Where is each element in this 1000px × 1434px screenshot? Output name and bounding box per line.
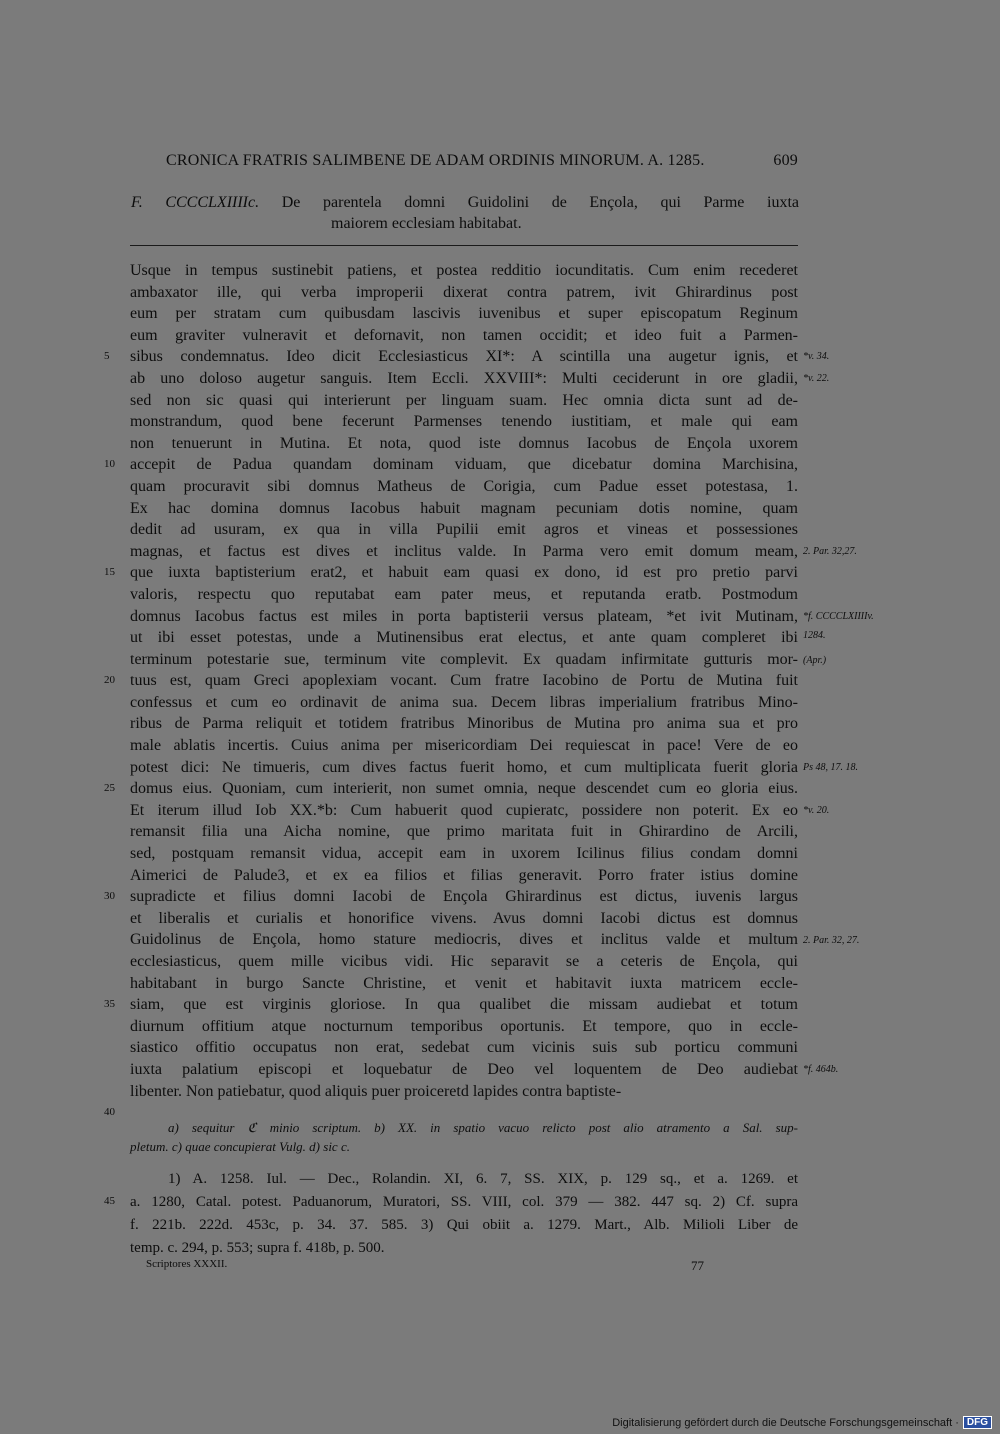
text-line: Guidolinus de Ençola, homo stature mediocris, dives et inclitus valde et multum [130,931,798,949]
chapter-folio: F. CCCCLXIIIIc. [131,194,260,211]
text-line: libenter. Non patiebatur, quod aliquis puer proiceretd lapides contra baptiste- [130,1082,622,1100]
text-line: domus eius. Quoniam, cum interierit, non sumet omnia, neque descendet cum eo gloria eius. [130,780,798,798]
text-line: sed non sic quasi qui interierunt per linguam suam. Hec omnia dicta sunt ad de- [130,391,798,409]
footnote-line: f. 221b. 222d. 453c, p. 34. 37. 585. 3) Qui obiit a. 1279. Mart., Alb. Milioli Liber de [130,1217,798,1233]
signature-mark: Scriptores XXXII. [146,1258,228,1270]
footnote-line: a. 1280, Catal. potest. Paduanorum, Muratori, SS. VIII, col. 379 — 382. 447 sq. 2) Cf. supra [130,1194,798,1210]
line-number: 5 [104,350,110,363]
text-line: remansit filia una Aicha nomine, que primo maritata fuit in Ghirardino de Arcili, [130,823,798,841]
margin-note: *v. 22. [803,373,830,384]
text-line: supradicte et filius domni Iacobi de Ençola Ghirardinus est dictus, iuvenis largus [130,888,798,906]
text-line: terminum potestarie sue, terminum vite complevit. Ex quadam infirmitate gutturis mor- [130,650,798,668]
line-number: 10 [104,458,115,471]
text-line: male ablatis incertis. Cuius anima per misericordiam Dei requiescat in pace! Vere de eo [130,737,798,755]
footnote-line-number: 45 [104,1195,115,1207]
text-line: accepit de Padua quandam dominam viduam, que dicebatur domina Marchisina, [130,456,798,474]
line-number: 15 [104,566,115,579]
line-number: 20 [104,674,115,687]
text-line: eum per stratam cum quibusdam lascivis iuvenibus et super episcopatum Reginum [130,305,798,323]
text-line: ut ibi esset potestas, unde a Mutinensibus erat electus, et ante quam compleret ibi [130,629,798,647]
margin-note: Ps 48, 17. 18. [803,761,858,773]
text-line: tuus est, quam Greci apoplexiam vocant. Cum fratre Iacobino de Portu de Mutina fuit [130,672,798,690]
running-head [166,152,798,170]
chapter-heading-line-1 [131,192,799,213]
text-line: Ex hac domina domnus Iacobus habuit magnam pecuniam dotis nomine, quam [130,499,798,517]
footnote-line: temp. c. 294, p. 553; supra f. 418b, p. 500. [130,1240,385,1256]
footnotes [130,1168,798,1260]
text-line: siam, que est virginis gloriose. In qua qualibet die missam audiebat et totum [130,996,798,1014]
text-line: quam procuravit sibi domnus Matheus de Corigia, cum Padue esset potestasa, 1. [130,477,798,495]
text-line: monstrandum, quod bene fecerunt Parmenses tenendo iustitiam, et male qui eam [130,413,798,431]
running-head-title: CRONICA FRATRIS SALIMBENE DE ADAM ORDINIS MINORUM. A. 1285. [166,152,705,169]
line-number: 35 [104,998,115,1011]
text-line: Aimerici de Palude3, et ex ea filios et filias generavit. Porro frater istius domine [130,866,798,884]
text-line: iuxta palatium episcopi et loquebatur de Deo vel loquentem de Deo audiebat [130,1060,798,1078]
dfg-logo: DFG [963,1416,992,1429]
margin-note: 2. Par. 32,27. [803,545,857,557]
line-number: 40 [104,1106,115,1119]
text-line: non tenuerunt in Mutina. Et nota, quod iste domnus Iacobus de Ençola uxorem [130,434,798,452]
funding-text: Digitalisierung gefördert durch die Deutsche Forschungsgemeinschaft · [612,1416,959,1429]
margin-note: *f. 464b. [803,1064,839,1076]
text-line: diurnum offitium atque nocturnum temporibus oportunis. Et tempore, quo in eccle- [130,1017,798,1035]
footnote-line: 1) A. 1258. Iul. — Dec., Rolandin. XI, 6. 7, SS. XIX, p. 129 sq., et a. 1269. et [168,1171,798,1187]
text-line: siastico offitio occupatus non erat, sedebat cum vicinis suis sub porticu communi [130,1039,798,1057]
main-text [130,260,798,1102]
text-line: et liberalis et curialis et honorifice vivens. Avus domni Iacobi dictus est domnus [130,909,798,927]
text-line: potest dici: Ne timueris, cum dives factus fuerit homo, et cum multiplicata fuerit gloria [130,758,798,776]
text-line: ecclesiasticus, quem mille vicibus vidi. Hic separavit se a ceteris de Ençola, qui [130,953,798,970]
text-line: domnus Iacobus factus est miles in porta baptisterii versus plateam, *et ivit Mutinam, [130,607,798,625]
apparatus-line: pletum. c) quae concupierat Vulg. d) sic c. [130,1139,350,1154]
text-line: habitabant in burgo Sancte Christine, et venit et habitavit iuxta matricem eccle- [130,974,798,992]
text-line: confessus et cum eo ordinavit de anima sua. Decem libras imperialium fratribus Mino- [130,693,798,711]
margin-note: 2. Par. 32, 27. [803,934,860,946]
text-line: dedit ad usuram, ex qua in villa Pupilii emit agros et vineas et possessiones [130,521,798,539]
margin-note: *f. CCCCLXIIIIv. [803,610,874,622]
margin-note: *v. 20. [803,805,830,816]
text-line: Et iterum illud Iob XX.*b: Cum habuerit quod cupieratc, possidere non poterit. Ex eo [130,801,798,819]
text-line: sed, postquam remansit vidua, accepit eam in uxorem Icilinus filius condam domni [130,845,798,863]
chapter-title-line-1: De parentela domni Guidolini de Ençola, qui Parme iuxta [281,194,800,211]
page-number: 609 [773,152,798,169]
line-number: 30 [104,890,115,903]
margin-note: 1284. [803,630,826,642]
text-line: valoris, respectu quo reputabat eam pater meus, et reputanda eratb. Postmodum [130,585,798,603]
text-line: ab uno doloso augetur sanguis. Item Eccli. XXVIII*: Multi ceciderunt in ore gladii, [130,369,798,387]
signature-page: 77 [691,1258,704,1273]
margin-note: *v. 34. [803,351,830,363]
apparatus-line: a) sequitur ℭ minio scriptum. b) XX. in spatio vacuo relicto post alio atramento a Sal. sup- [168,1120,798,1135]
text-line: sibus condemnatus. Ideo dicit Ecclesiasticus XI*: A scintilla una augetur ignis, et [130,348,798,366]
text-line: magnas, et factus est dives et inclitus valde. In Parma vero emit domum meam, [130,542,798,560]
critical-apparatus [130,1118,798,1156]
text-line: ribus de Parma reliquit et totidem fratribus Minoribus de Mutina pro anima sua et pro [130,715,798,733]
chapter-title-line-2: maiorem ecclesiam habitabat. [331,215,522,232]
text-line: eum graviter vulneravit et defornavit, non tamen occidit; et ideo fuit a Parmen- [130,326,798,344]
text-line: Usque in tempus sustinebit patiens, et postea redditio iocunditatis. Cum enim recederet [130,262,798,279]
margin-note: (Apr.) [803,654,827,666]
funding-notice [612,1416,992,1429]
line-number: 25 [104,782,115,795]
text-line: que iuxta baptisterium erat2, et habuit eam quasi ex dono, id est pro pretio parvi [130,564,798,582]
chapter-heading [131,192,799,234]
text-line: ambaxator ille, qui verba improperii dixerat contra patrem, ivit Ghirardinus post [130,283,798,301]
heading-rule [130,245,798,246]
